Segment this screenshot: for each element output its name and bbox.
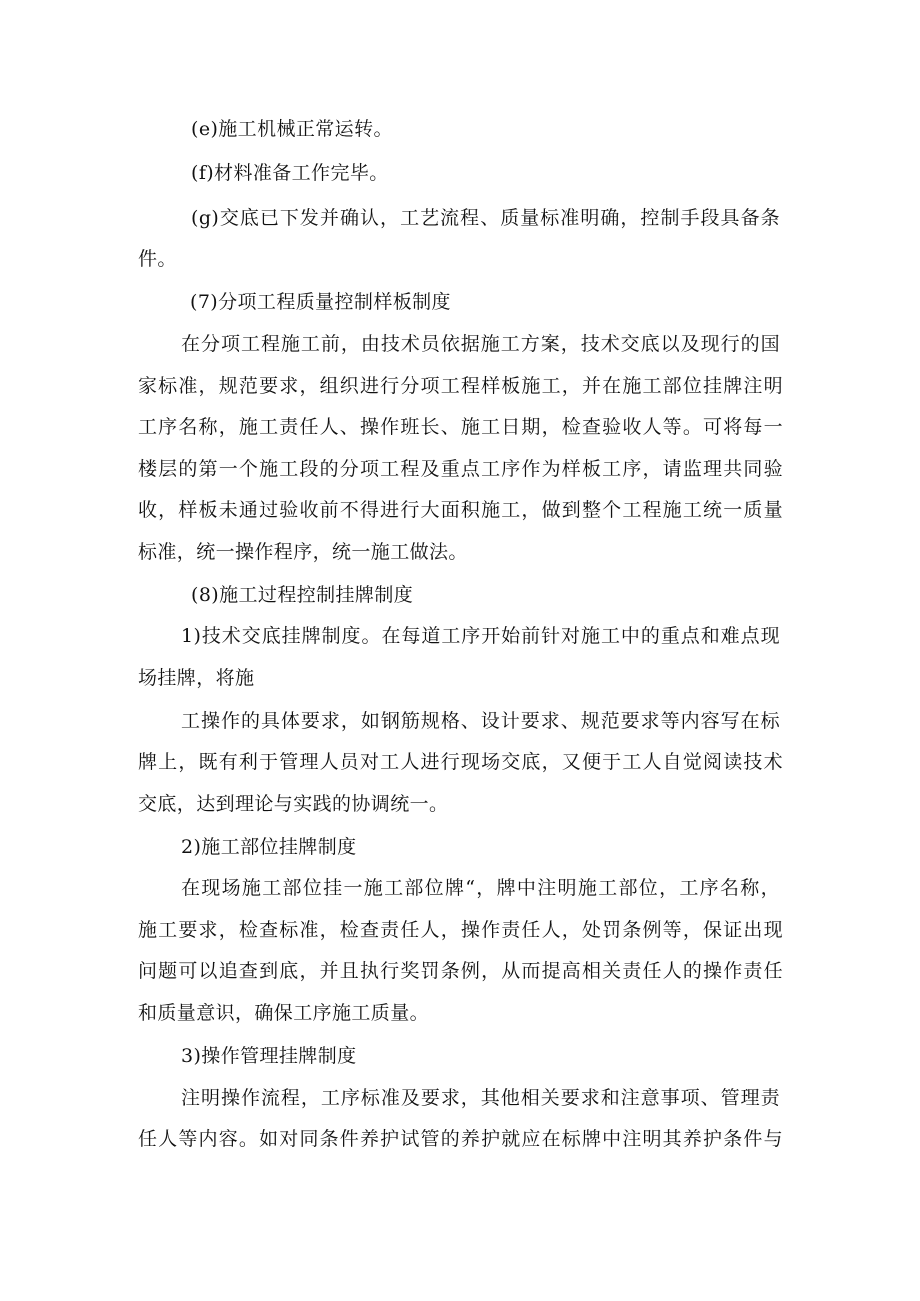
para-7-line-3: 工序名称，施工责任人、操作班长、施工日期，检查验收人等。可将每一	[138, 416, 783, 438]
item-g-line-1: (g)交底已下发并确认，工艺流程、质量标准明确，控制手段具备条	[191, 207, 780, 229]
para-3-line-1: 注明操作流程，工序标准及要求，其他相关要求和注意事项、管理责	[181, 1087, 780, 1109]
para-2-line-1: 在现场施工部位挂一施工部位牌“，牌中注明施工部位，工序名称，	[181, 877, 780, 899]
item-e: (e)施工机械正常运转。	[191, 118, 393, 140]
para-8a-line-2: 场挂牌，将施	[138, 667, 255, 689]
para-2-line-4: 和质量意识，确保工序施工质量。	[138, 1002, 430, 1024]
para-7-line-2: 家标准，规范要求，组织进行分项工程样板施工，并在施工部位挂牌注明	[138, 375, 783, 397]
para-8b-line-2: 牌上，既有利于管理人员对工人进行现场交底，又便于工人自觉阅读技术	[138, 751, 783, 773]
para-7-line-1: 在分项工程施工前，由技术员依据施工方案，技术交底以及现行的国	[181, 333, 780, 355]
heading-3: 3)操作管理挂牌制度	[181, 1045, 357, 1067]
para-2-line-2: 施工要求，检查标准，检查责任人，操作责任人，处罚条例等，保证出现	[138, 919, 783, 941]
para-8a-line-1: 1)技术交底挂牌制度。在每道工序开始前针对施工中的重点和难点现	[181, 625, 780, 647]
para-7-line-6: 标准，统一操作程序，统一施工做法。	[138, 541, 468, 563]
heading-8: (8)施工过程控制挂牌制度	[191, 584, 414, 606]
heading-7: (7)分项工程质量控制样板制度	[190, 291, 451, 313]
item-f: (f)材料准备工作完毕。	[191, 162, 389, 184]
para-2-line-3: 问题可以追查到底，并且执行奖罚条例，从而提高相关责任人的操作责任	[138, 960, 783, 982]
para-8b-line-3: 交底，达到理论与实践的协调统一。	[138, 793, 449, 815]
heading-2: 2)施工部位挂牌制度	[181, 836, 357, 858]
para-7-line-5: 收，样板未通过验收前不得进行大面积施工，做到整个工程施工统一质量	[138, 499, 783, 521]
para-3-line-2: 任人等内容。如对同条件养护试管的养护就应在标牌中注明其养护条件与	[138, 1128, 783, 1150]
para-7-line-4: 楼层的第一个施工段的分项工程及重点工序作为样板工序，请监理共同验	[138, 458, 783, 480]
item-g-line-2: 件。	[138, 248, 177, 270]
para-8b-line-1: 工操作的具体要求，如钢筋规格、设计要求、规范要求等内容写在标	[181, 710, 780, 732]
